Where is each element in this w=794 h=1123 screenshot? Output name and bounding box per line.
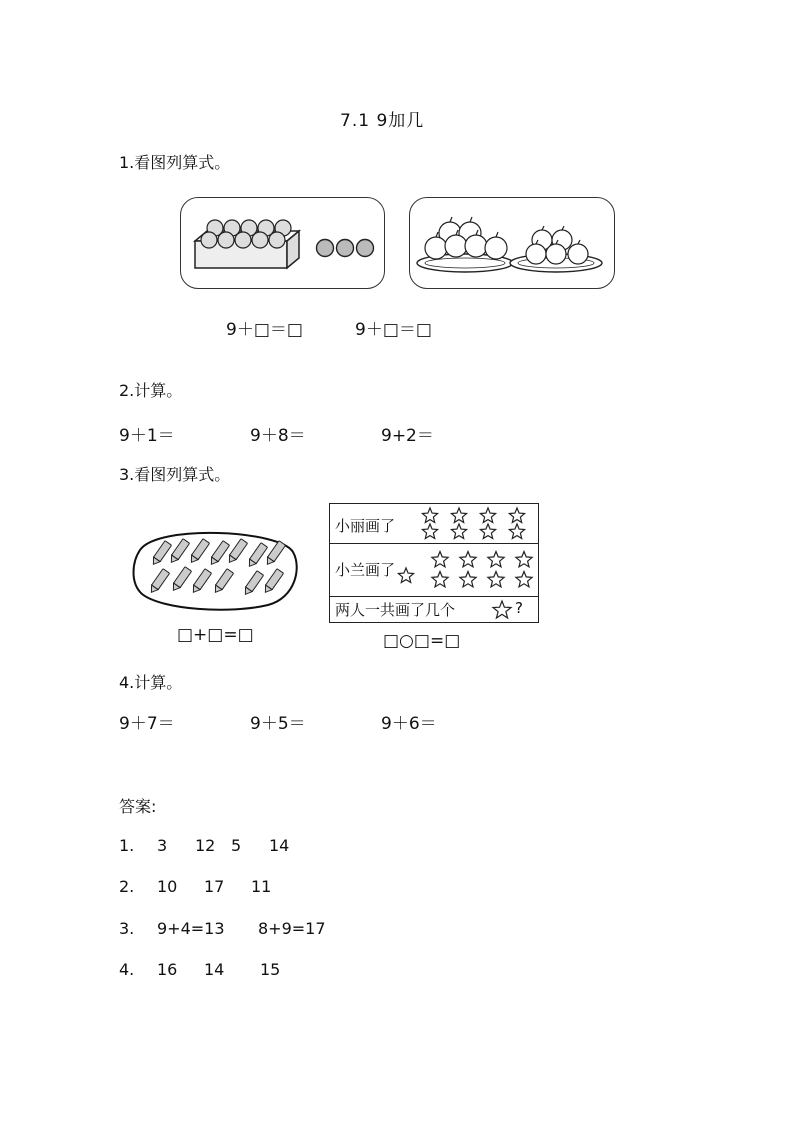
row-label-xiaolan: 小兰画了 xyxy=(335,561,396,579)
q1-formula-2: 9＋□＝□ xyxy=(355,320,432,340)
q1-picture-balls xyxy=(180,197,385,289)
row-label-xiaoli: 小丽画了 xyxy=(335,517,396,535)
answer-2-c: 11 xyxy=(251,877,272,896)
ball-icon xyxy=(235,232,251,248)
q3-formula-right: □○□=□ xyxy=(383,631,461,651)
answer-2-a: 10 xyxy=(157,877,178,896)
ball-icon xyxy=(337,240,354,257)
answer-1-c: 5 xyxy=(231,836,242,855)
q2-item-2: 9＋8＝ xyxy=(250,426,306,446)
star-icon xyxy=(422,508,437,523)
answers-heading: 答案: xyxy=(119,797,157,816)
q2-heading: 2.计算。 xyxy=(119,381,183,400)
star-icon xyxy=(451,524,466,539)
star-icon xyxy=(488,572,504,587)
q1-formula-1: 9＋□＝□ xyxy=(226,320,303,340)
star-icon xyxy=(460,572,476,587)
q1-heading: 1.看图列算式。 xyxy=(119,153,231,172)
q4-item-2: 9＋5＝ xyxy=(250,714,306,734)
page-title: 7.1 9加几 xyxy=(340,111,425,131)
q4-item-3: 9＋6＝ xyxy=(381,714,437,734)
star-icon xyxy=(509,508,524,523)
ball-icon xyxy=(218,232,234,248)
star-table xyxy=(329,503,539,623)
apple-icon xyxy=(425,237,447,259)
answer-2-b: 17 xyxy=(204,877,225,896)
star-icon xyxy=(460,552,476,567)
apple-icon xyxy=(465,235,487,257)
q3-formula-left: □+□=□ xyxy=(177,625,254,645)
answer-1-b: 12 xyxy=(195,836,216,855)
apple-icon xyxy=(568,244,588,264)
star-icon xyxy=(516,572,532,587)
star-icon xyxy=(398,568,413,583)
star-icon xyxy=(509,524,524,539)
ball-icon xyxy=(357,240,374,257)
answer-3-b: 8+9=17 xyxy=(258,919,326,938)
apple-icon xyxy=(485,237,507,259)
q1-picture-apples xyxy=(409,197,615,289)
ball-icon xyxy=(201,232,217,248)
apple-icon xyxy=(546,244,566,264)
answer-4-a: 16 xyxy=(157,960,178,979)
table-row-total xyxy=(330,596,538,622)
star-icon xyxy=(432,552,448,567)
ball-box-illustration xyxy=(181,198,384,288)
star-icon xyxy=(480,508,495,523)
apple-plates-illustration xyxy=(410,198,614,288)
star-icon xyxy=(432,572,448,587)
row-label-total: 两人一共画了几个 xyxy=(335,601,456,619)
q2-item-1: 9＋1＝ xyxy=(119,426,175,446)
answer-line-3-num: 3. xyxy=(119,919,135,938)
apple-icon xyxy=(445,235,467,257)
answer-3-a: 9+4=13 xyxy=(157,919,225,938)
ball-icon xyxy=(317,240,334,257)
table-row-xiaoli xyxy=(330,504,538,544)
star-icon xyxy=(488,552,504,567)
table-row-xiaolan xyxy=(330,543,538,597)
answer-4-b: 14 xyxy=(204,960,225,979)
ball-icon xyxy=(269,232,285,248)
star-icon xyxy=(516,552,532,567)
answer-line-1-num: 1. xyxy=(119,836,135,855)
ball-icon xyxy=(252,232,268,248)
pencil-group-illustration xyxy=(130,528,300,610)
answer-line-4-num: 4. xyxy=(119,960,135,979)
answer-1-d: 14 xyxy=(269,836,290,855)
answer-1-a: 3 xyxy=(157,836,168,855)
apple-icon xyxy=(526,244,546,264)
question-mark: ? xyxy=(515,599,523,617)
q4-item-1: 9＋7＝ xyxy=(119,714,175,734)
star-icon xyxy=(451,508,466,523)
answer-line-2-num: 2. xyxy=(119,877,135,896)
q4-heading: 4.计算。 xyxy=(119,673,183,692)
q2-item-3: 9+2＝ xyxy=(381,426,434,446)
q3-heading: 3.看图列算式。 xyxy=(119,465,231,484)
star-icon xyxy=(480,524,495,539)
star-icon xyxy=(492,600,512,620)
answer-4-c: 15 xyxy=(260,960,281,979)
star-icon xyxy=(422,524,437,539)
stars-xiaoli xyxy=(418,506,530,542)
stars-xiaolan xyxy=(398,546,538,594)
